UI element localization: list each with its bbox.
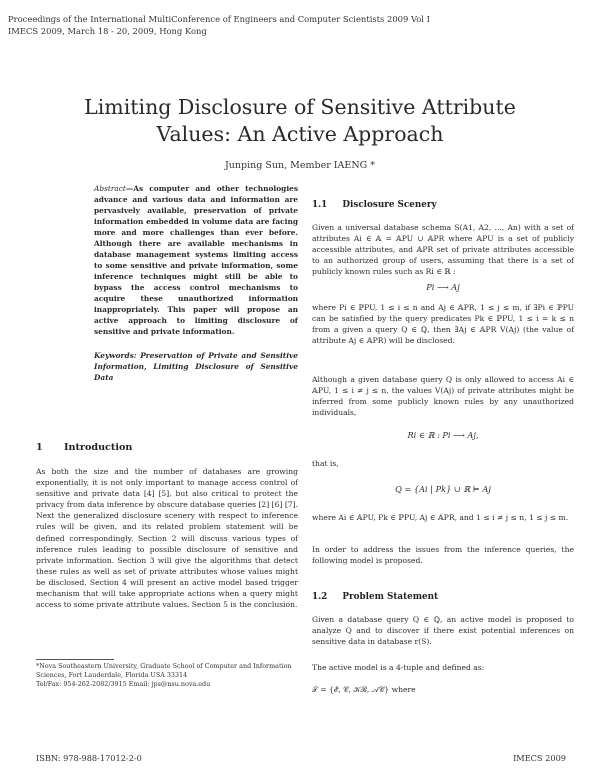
section-1-1-para-4: that is, (312, 459, 339, 468)
title-line-1: Limiting Disclosure of Sensitive Attribute (84, 95, 516, 119)
proceedings-header: Proceedings of the International MultiConference of Engineers and Computer Scientists 2009 Vol I (8, 14, 430, 24)
footnote-contact: Tel/Fax: 954-262-2082/3915 Email: jps@nsu.nova.edu (36, 680, 211, 688)
section-1-2-num: 1.2 (312, 592, 328, 602)
equation-inference-rule: Ri ∈ ℝ : Pi ⟶ Aj, (407, 430, 479, 440)
abstract-label: Abstract (94, 184, 126, 193)
equation-rule: Pi ⟶ Aj (426, 282, 460, 292)
section-1-2-para-1: Given a database query Q ∈ ℚ, an active model is proposed to analyze Q and to discover if there exist potential inferences on sensitive data in database r(S). (312, 615, 574, 647)
section-1-1-para-5: where Ai ∈ 𝔸PU, Pk ∈ ℙPU, Aj ∈ 𝔸PR, and 1 ≤ i ≠ j ≤ n, 1 ≤ j ≤ m. (312, 513, 569, 522)
intro-heading-num: 1 (36, 442, 43, 453)
section-1-1-para-3: Although a given database query Q is only allowed to access Ai ∈ 𝔸PU, 1 ≤ i ≠ j ≤ n, the values V(Aj) of private attributes might be inferred from some publicly known rules by any unauthorized individuals, (312, 375, 574, 418)
section-1-1-heading (312, 200, 437, 210)
equation-query: Q = {Ai | Pk} ∪ ℝ ⊨ Aj (395, 484, 491, 494)
section-1-2-title: Problem Statement (342, 592, 439, 602)
title-line-2: Values: An Active Approach (156, 122, 444, 146)
footnote-affiliation: *Nova Southeastern University, Graduate School of Computer and Information Sciences, Fort Lauderdale, Florida USA 33314 (36, 662, 292, 679)
intro-heading-text: Introduction (64, 442, 133, 453)
section-1-1-para-1: Given a universal database schema S(A1, A2, ..., An) with a set of attributes Ai ∈ 𝔸 = 𝔸PU ∪ 𝔸PR where 𝔸PU is a set of publicly accessible attributes, and 𝔸PR set of private attributes accessible to an authorized group of users, assuming that there is a set of publicly known rules such as Ri ∈ ℝ : (312, 223, 574, 277)
keywords-text: Preservation of Private and Sensitive Information, Limiting Disclosure of Sensitive Data (94, 351, 298, 382)
active-model-definition: 𝒯 = {ℰ, 𝒞, 𝒦ℬ, 𝒜𝒞} where (312, 685, 416, 694)
intro-heading (36, 442, 132, 453)
footer-conference: IMECS 2009 (513, 753, 566, 763)
keywords-label: Keywords: (94, 351, 137, 360)
footnote (36, 662, 298, 689)
paper-title (0, 94, 600, 148)
section-1-1-para-6: In order to address the issues from the inference queries, the following model is proposed. (312, 545, 574, 566)
isbn: ISBN: 978-988-17012-2-0 (36, 753, 142, 763)
footnote-rule (36, 659, 114, 660)
section-1-1-para-2: where Pi ∈ ℙPU, 1 ≤ i ≤ n and Aj ∈ 𝔸PR, 1 ≤ j ≤ m, if ∃Pi ∈ ℙPU can be satisfied by the query predicates Pk ∈ ℙPU, 1 ≤ i = k ≤ n from a given a query Q ∈ ℚ, then ∃Aj ∈ 𝔸PR V(Aj) (the value of attribute Aj ∈ 𝔸PR) will be disclosed. (312, 303, 574, 346)
conference-dates: IMECS 2009, March 18 - 20, 2009, Hong Kong (8, 26, 207, 36)
section-1-2-heading (312, 592, 438, 602)
abstract-text: —As computer and other technologies advance and various data and information are pervasively available, preservation of private information embedded in volume data are facing more and more challenges than ever before. Although there are available mechanisms in database management systems limiting access to some sensitive and private information, some inference techniques might still be able to bypass the access control mechanisms to acquire these unauthorized information inappropriately. This paper will propose an active approach to limiting disclosure of sensitive and private information. (94, 184, 298, 336)
section-1-2-para-2: The active model is a 4-tuple and defined as: (312, 663, 485, 672)
abstract (94, 183, 298, 337)
section-1-1-title: Disclosure Scenery (342, 200, 437, 210)
keywords (94, 350, 298, 383)
section-1-1-num: 1.1 (312, 200, 328, 210)
author: Junping Sun, Member IAENG * (224, 160, 375, 171)
intro-body: As both the size and the number of databases are growing exponentially, it is not only important to manage access control of sensitive and private data [4] [5], but also critical to protect the privacy from data inference by obscure database queries [2] [6] [7]. Next the generalized disclosure scenery with respect to inference rules will be given, and its related problem statement will be defined correspondingly. Section 2 will discuss various types of inference rules leading to possible disclosure of sensitive and private information. Section 3 will give the algorithms that detect these rules as well as set of private attributes whose values might be disclosed. Section 4 will present an active model based trigger mechanism that will take appropriate actions when a query might access to some private attribute values. Section 5 is the conclusion. (36, 467, 298, 610)
